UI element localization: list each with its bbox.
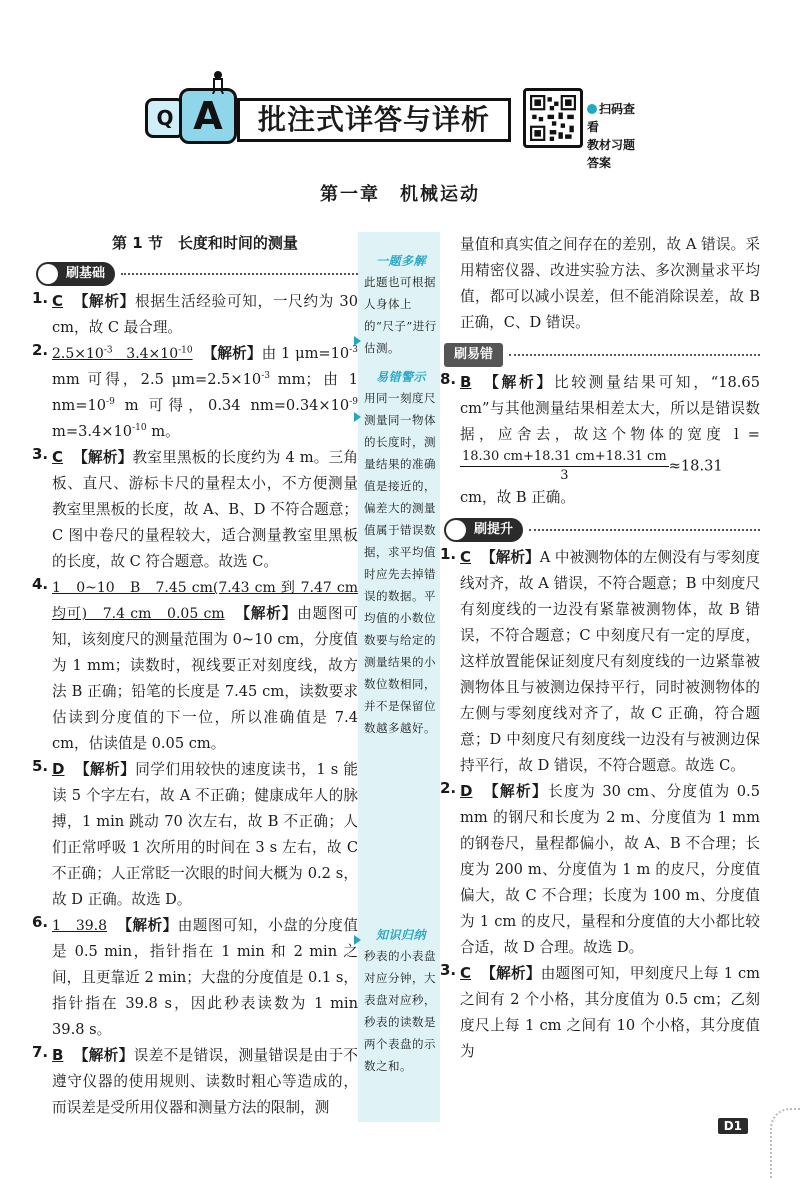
answer-item: 2. $2.5\times 10^{-3}$ $3.4\times 10^{-10}$ 【解析】由 1 $\mu m=10^{-3}$ mm 可得，2.5 $\mu m=2.5\times 10^{-3}$ mm；由 1 $nm=10^{-9}$ m 可得，0.34 $nm=0.34\times 10^{-9}$ $m=3.4\times 10^{-10}$ m。: [32, 341, 358, 440]
note-error-warning: [364, 368, 438, 739]
q-badge: Q: [145, 98, 185, 138]
answer-item: 1. C 【解析】根据生活经验可知，一尺约为 30 cm，故 C 最合理。: [32, 289, 358, 336]
chapter-title: 第一章 机械运动: [320, 184, 480, 205]
brush-icon: [38, 264, 58, 284]
note-multi-solution: [364, 252, 438, 359]
answer-item: 4. 1 0~10 B 7.45 cm(7.43 cm 到 7.47 cm 均可) 7.4 cm 0.05 cm 【解析】由题图可知，该刻度尺的测量范围为 0~10 cm，分度值为 1 mm；读数时，视线要正对刻度线，故方法 B 正确；铅笔的长度是 7.45 cm，读数要求估读到分度值的下一位，所以准确值是 7.4 cm，估读值是 0.05 cm。: [32, 575, 358, 752]
qr-code-icon: [530, 95, 576, 141]
answer-item: 1. C 【解析】A 中被测物体的左侧没有与零刻度线对齐，故 A 错误，不符合题意；B 中刻度尺有刻度线的一边没有紧靠被测物体，故 B 错误，不符合题意；C 中刻度尺有一定的厚度，这样放置能保证刻度尺有刻度线的一边紧靠被测物体且与被测边保持平行，同时被测物体的左侧与零刻度线对齐了，故 C 正确，符合题意；D 中刻度尺有刻度线一边没有与被测边保持平行，故 D 错误，不符合题意。故选 C。: [440, 545, 760, 774]
note-heading: 易错警示: [375, 370, 426, 384]
note-text: 秒表的小表盘对应分钟，大表盘对应秒，秒表的读数是两个表盘的示数之和。: [364, 949, 436, 1073]
tag-improve: 刷提升: [444, 517, 760, 543]
note-knowledge-summary: [364, 926, 438, 1077]
section-title: 第 1 节 长度和时间的测量: [112, 234, 298, 252]
answer-item: 3. C 【解析】由题图可知，甲刻度尺上每 1 cm 之间有 2 个小格，其分度值为 0.5 cm；乙刻度尺上每 1 cm 之间有 10 个小格，其分度值为: [440, 961, 760, 1060]
left-column: [32, 232, 358, 1121]
qr-code[interactable]: [523, 88, 583, 148]
answer-item: 8. B 【解析】比较测量结果可知，“18.65 cm”与其他测量结果相差太大，所以是错误数据，应舍去，故这个物体的宽度 l = $\frac{18.30 cm+18.31 cm+18.31 cm}{3}$ ≈18.31 cm，故 B 正确。: [440, 370, 760, 506]
answer-item: 3. C 【解析】教室里黑板的长度约为 4 m。三角板、直尺、游标卡尺的量程太小，不方便测量教室里黑板的长度，故 A、B、D 不符合题意；C 图中卷尺的量程较大，适合测量教室里黑板的长度，故 C 符合题意。故选 C。: [32, 445, 358, 570]
answer-value: $2.5\times 10^{-3}$ $3.4\times 10^{-10}$: [52, 345, 193, 362]
divider: [529, 529, 760, 531]
answer-item: 2. D 【解析】长度为 30 cm、分度值为 0.5 mm 的钢尺和长度为 2 m、分度值为 1 mm 的钢卷尺，量程都偏小，故 A、B 不合理；长度为 200 m、分度值为 1 m 的皮尺，分度值偏大，故 C 不合理；长度为 100 m、分度值为 1 cm 的皮尺，量程和分度值的大小都比较合适，故 D 合理。故选 D。: [440, 779, 760, 956]
answer-item: 7. B 【解析】误差不是错误，测量错误是由于不遵守仪器的使用规则、读数时粗心等造成的，而误差是受所用仪器和测量方法的限制，测: [32, 1043, 358, 1116]
page-number: D1: [718, 1118, 748, 1134]
scan-hint: 扫码查看 教材习题答案: [587, 102, 636, 170]
note-heading: 一题多解: [375, 254, 426, 268]
divider: [121, 273, 358, 275]
page-corner-decoration: [770, 1108, 800, 1178]
continued-text: 量值和真实值之间存在的差别，故 A 错误。采用精密仪器、改进实验方法、多次测量求平均值，都可以减小误差，但不能消除误差，故 B 正确，C、D 错误。: [460, 236, 760, 331]
tag-basic: 刷基础: [36, 261, 358, 287]
notes-column: [358, 232, 440, 1122]
tag-error: 刷易错: [444, 342, 760, 368]
note-text: 此题也可根据人身体上的“尺子”进行估测。: [364, 275, 437, 355]
divider: [509, 354, 760, 356]
reading-person-icon: [207, 70, 229, 94]
right-column: [440, 232, 760, 1065]
header-banner: [145, 78, 645, 170]
note-heading: 知识归纳: [375, 928, 426, 942]
scan-icon: [587, 104, 597, 114]
brush-icon: [446, 520, 466, 540]
banner-title: 批注式详答与详析: [237, 98, 511, 142]
note-text: 用同一刻度尺测量同一物体的长度时，测量结果的准确值是接近的，偏差大的测量值属于错误数据，求平均值时应先去掉错误的数据。平均值的小数位数要与给定的测量结果的小数位数相同，并不是保留位数越多越好。: [364, 391, 436, 735]
answer-item: 5. D 【解析】同学们用较快的速度读书，1 s 能读 5 个字左右，故 A 不正确；健康成年人的脉搏，1 min 跳动 70 次左右，故 B 不正确；人们正常呼吸 1 次所用的时间在 3 s 左右，故 C 不正确；人正常眨一次眼的时间大概为 0.2 s，故 D 正确。故选 D。: [32, 757, 358, 908]
a-badge: A: [179, 88, 237, 144]
fraction: $\frac{18.30 cm+18.31 cm+18.31 cm}{3}$: [462, 449, 667, 483]
answer-item: 6. 1 39.8 【解析】由题图可知，小盘的分度值是 0.5 min，指针指在 1 min 和 2 min 之间，且更靠近 2 min；大盘的分度值是 0.1 s，指针指在 39.8 s，因此秒表读数为 1 min 39.8 s。: [32, 913, 358, 1038]
